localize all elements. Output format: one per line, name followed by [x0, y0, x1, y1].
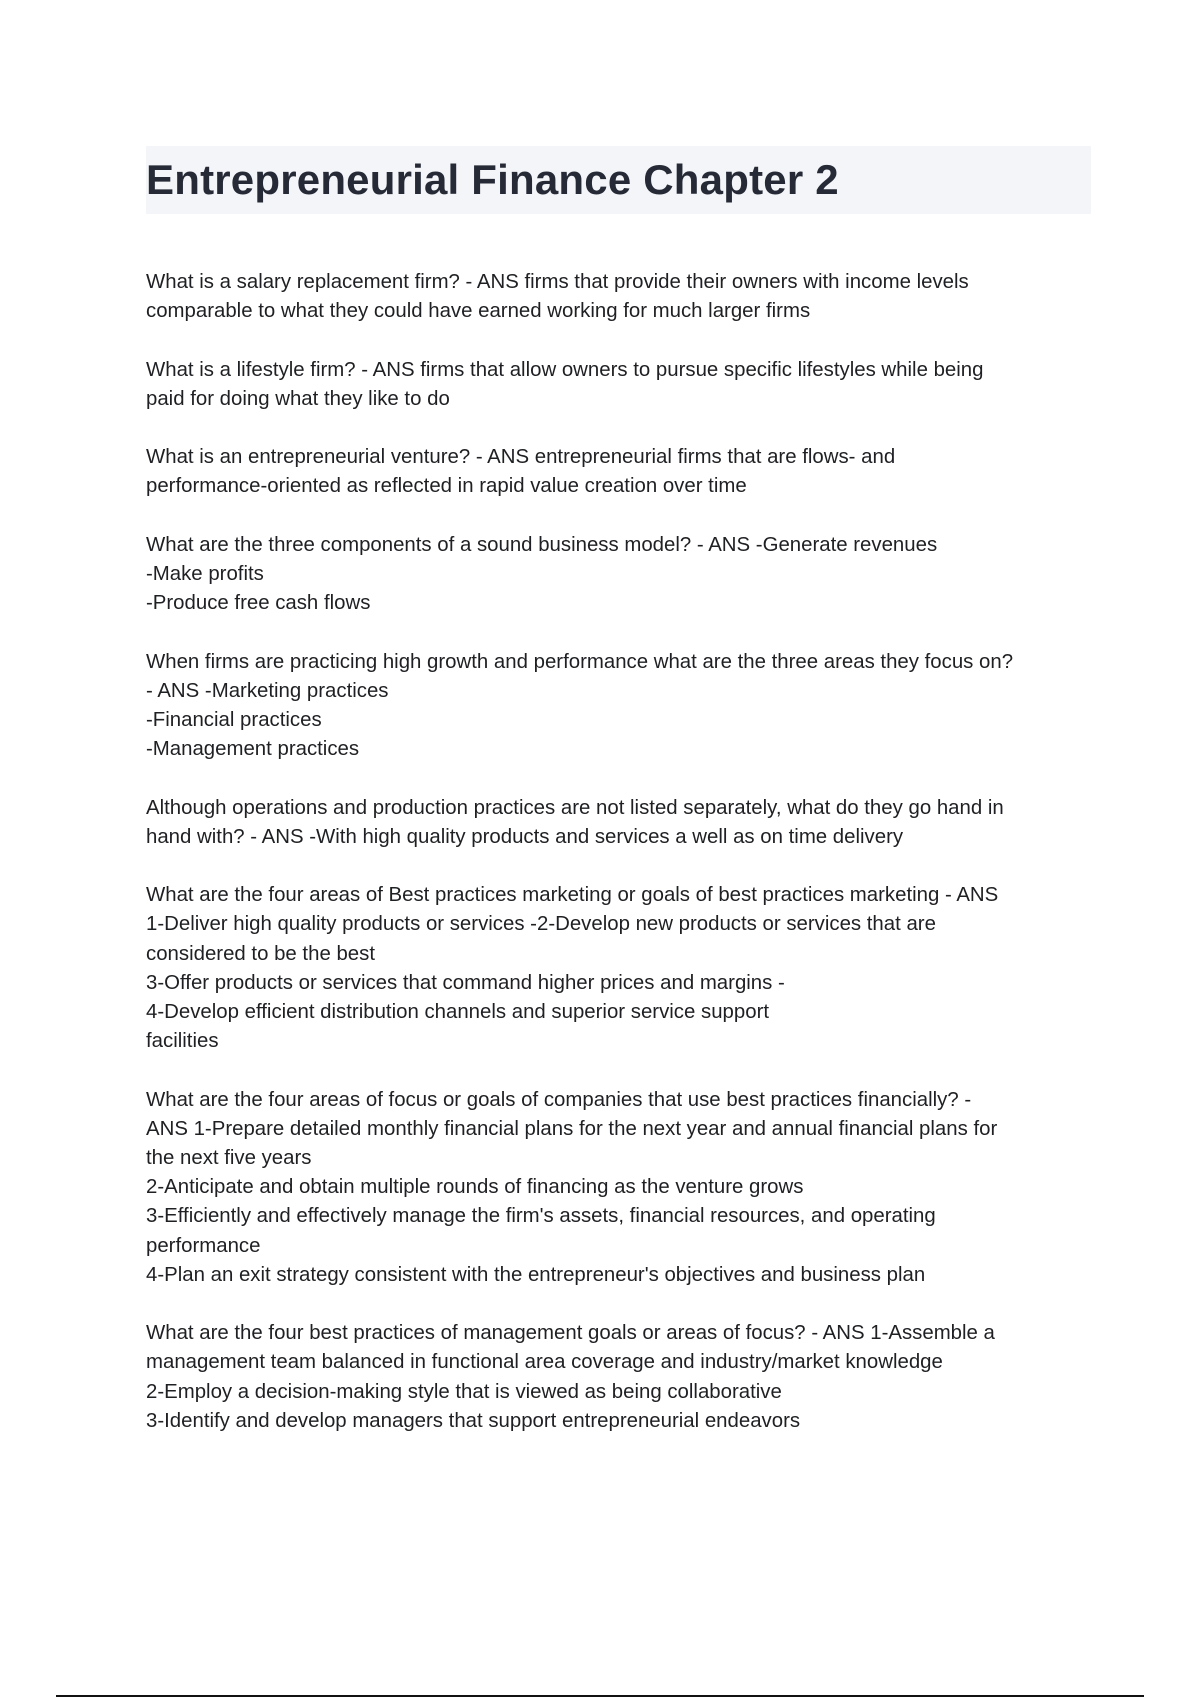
qa-item: What is an entrepreneurial venture? - ANS entrepreneurial firms that are flows- and performance-oriented as reflected in rapid value creation over time: [146, 446, 896, 498]
qa-item: What is a lifestyle firm? - ANS firms that allow owners to pursue specific lifestyles while being paid for doing what they like to do: [146, 358, 984, 410]
qa-item: Although operations and production practices are not listed separately, what do they go hand in hand with? - ANS -With high quality products and services a well as on time delivery: [146, 796, 1004, 848]
qa-item: What is a salary replacement firm? - ANS firms that provide their owners with income levels comparable to what they could have earned working for much larger firms: [146, 271, 969, 323]
qa-list: [146, 268, 1106, 1465]
footer-rule: [56, 1695, 1144, 1697]
qa-item: What are the four areas of Best practices marketing or goals of best practices marketing - ANS 1-Deliver high quality products or services -2-Develop new products or services that are considered to be the best 3-Offer products or services that command higher prices and margins - 4-Develop efficient distribution channels and superior service support facilities: [146, 884, 999, 1053]
qa-item: What are the four best practices of management goals or areas of focus? - ANS 1-Assemble a management team balanced in functional area coverage and industry/market knowledge 2-Employ a decision-making style that is viewed as being collaborative 3-Identify and develop managers that support entrepreneurial endeavors: [146, 1322, 995, 1432]
qa-item: What are the three components of a sound business model? - ANS -Generate revenues -Make profits -Produce free cash flows: [146, 533, 938, 615]
qa-item: What are the four areas of focus or goals of companies that use best practices financially? - ANS 1-Prepare detailed monthly financial plans for the next year and annual financial plans for the next five years 2-Anticipate and obtain multiple rounds of financing as the venture grows 3-Efficiently and effectively manage the firm's assets, financial resources, and operating performance 4-Plan an exit strategy consistent with the entrepreneur's objectives and business plan: [146, 1088, 998, 1286]
qa-item: When firms are practicing high growth and performance what are the three areas they focus on? - ANS -Marketing practices -Financial practices -Management practices: [146, 650, 1014, 761]
page-title: Entrepreneurial Finance Chapter 2: [146, 156, 839, 203]
